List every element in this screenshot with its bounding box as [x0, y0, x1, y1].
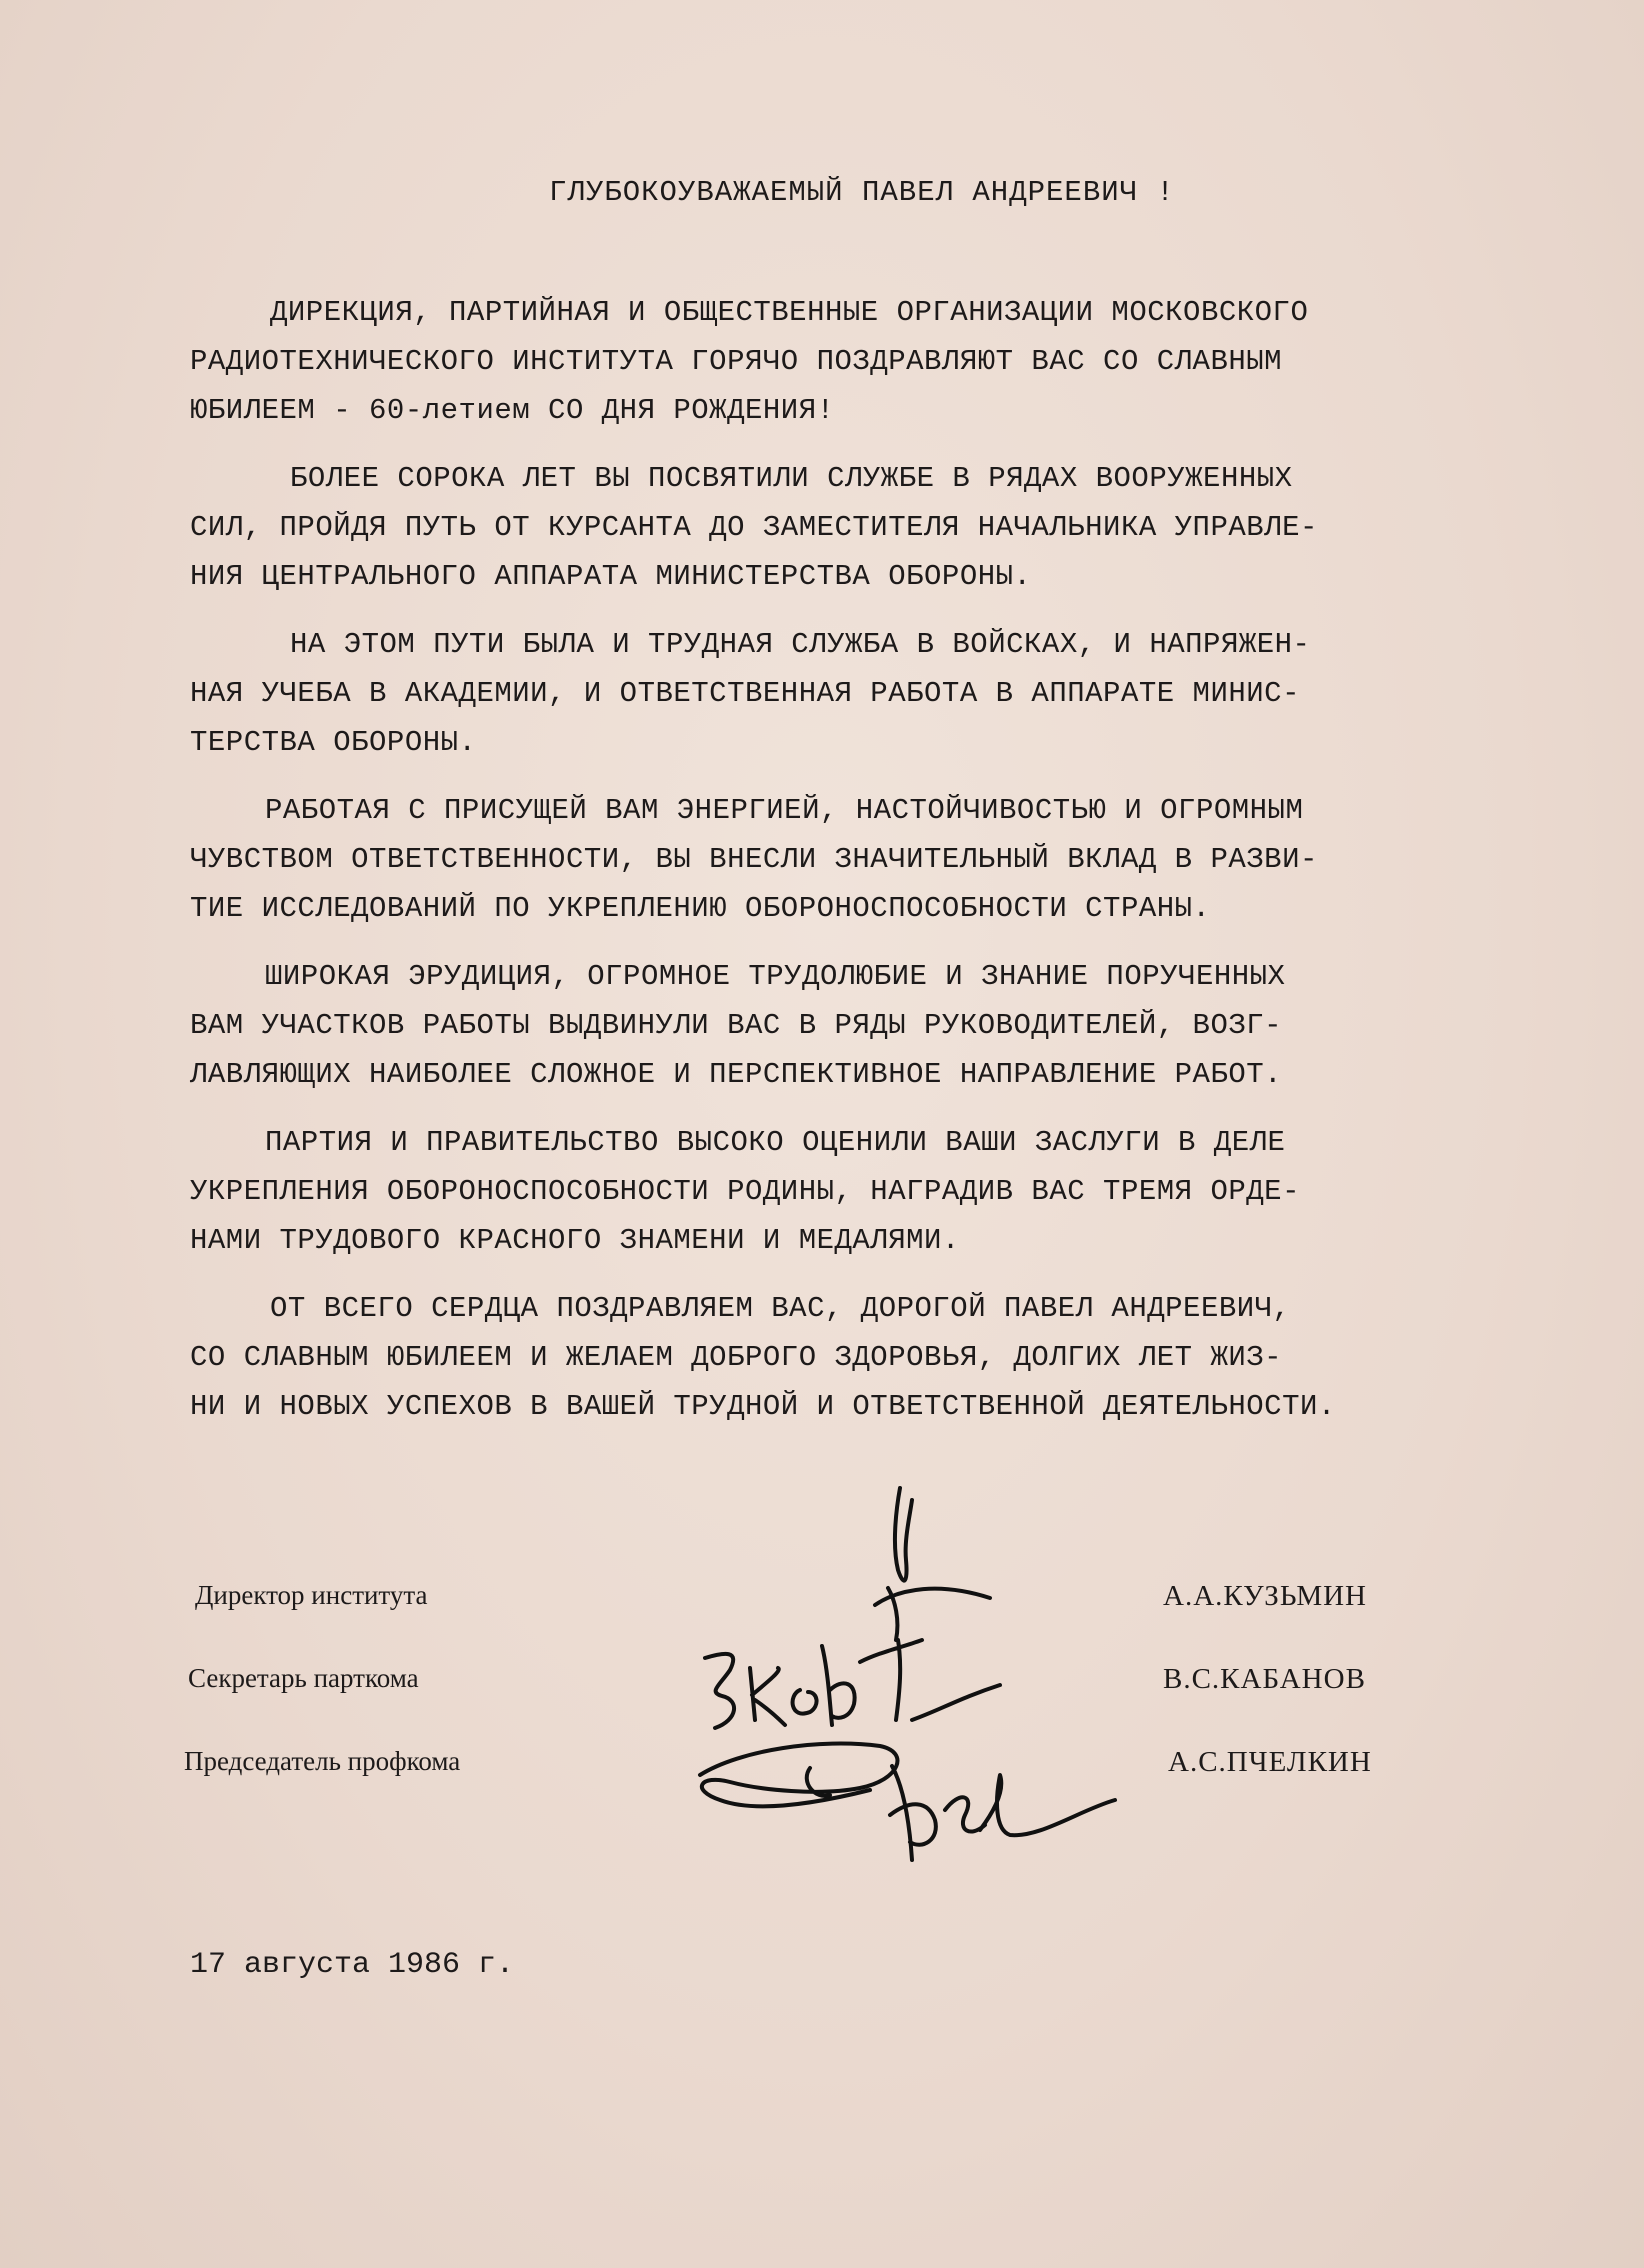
paragraph-2-line-3: НИЯ ЦЕНТРАЛЬНОГО АППАРАТА МИНИСТЕРСТВА ОБОРОНЫ. — [190, 560, 1032, 593]
paragraph-6-line-3: НАМИ ТРУДОВОГО КРАСНОГО ЗНАМЕНИ И МЕДАЛЯМИ. — [190, 1224, 960, 1257]
paragraph-2-line-2: СИЛ, ПРОЙДЯ ПУТЬ ОТ КУРСАНТА ДО ЗАМЕСТИТЕЛЯ НАЧАЛЬНИКА УПРАВЛЕ- — [190, 511, 1318, 544]
paragraph-3-line-3: ТЕРСТВА ОБОРОНЫ. — [190, 726, 477, 759]
paragraph-1-line-3: ЮБИЛЕЕМ - 60-летием СО ДНЯ РОЖДЕНИЯ! — [190, 394, 835, 427]
signatory-chairman-title: Председатель профкома — [184, 1746, 461, 1776]
salutation: ГЛУБОКОУВАЖАЕМЫЙ ПАВЕЛ АНДРЕЕВИЧ ! — [549, 176, 1175, 209]
signature-chairman — [700, 1744, 1115, 1860]
signatory-secretary-title: Секретарь парткома — [188, 1663, 419, 1693]
signatory-chairman-name: А.С.ПЧЕЛКИН — [1168, 1746, 1372, 1778]
paragraph-5-line-1: ШИРОКАЯ ЭРУДИЦИЯ, ОГРОМНОЕ ТРУДОЛЮБИЕ И ЗНАНИЕ ПОРУЧЕННЫХ — [265, 960, 1286, 993]
paragraph-3-line-1: НА ЭТОМ ПУТИ БЫЛА И ТРУДНАЯ СЛУЖБА В ВОЙСКАХ, И НАПРЯЖЕН- — [290, 628, 1311, 661]
paragraph-4-line-1: РАБОТАЯ С ПРИСУЩЕЙ ВАМ ЭНЕРГИЕЙ, НАСТОЙЧИВОСТЬЮ И ОГРОМНЫМ — [265, 794, 1304, 827]
paragraph-6-line-1: ПАРТИЯ И ПРАВИТЕЛЬСТВО ВЫСОКО ОЦЕНИЛИ ВАШИ ЗАСЛУГИ В ДЕЛЕ — [265, 1126, 1286, 1159]
signatory-director-name: А.А.КУЗЬМИН — [1163, 1580, 1367, 1612]
document-date: 17 августа 1986 г. — [190, 1948, 515, 1982]
paragraph-7-line-1: ОТ ВСЕГО СЕРДЦА ПОЗДРАВЛЯЕМ ВАС, ДОРОГОЙ ПАВЕЛ АНДРЕЕВИЧ, — [270, 1292, 1291, 1325]
paragraph-4-line-2: ЧУВСТВОМ ОТВЕТСТВЕННОСТИ, ВЫ ВНЕСЛИ ЗНАЧИТЕЛЬНЫЙ ВКЛАД В РАЗВИ- — [190, 843, 1318, 876]
signature-secretary — [705, 1640, 1000, 1728]
signature-director — [875, 1488, 990, 1640]
paragraph-2-line-1: БОЛЕЕ СОРОКА ЛЕТ ВЫ ПОСВЯТИЛИ СЛУЖБЕ В РЯДАХ ВООРУЖЕННЫХ — [290, 462, 1293, 495]
paragraph-5-line-2: ВАМ УЧАСТКОВ РАБОТЫ ВЫДВИНУЛИ ВАС В РЯДЫ РУКОВОДИТЕЛЕЙ, ВОЗГ- — [190, 1009, 1283, 1042]
signatory-secretary-name: В.С.КАБАНОВ — [1163, 1663, 1366, 1695]
paragraph-5-line-3: ЛАВЛЯЮЩИХ НАИБОЛЕЕ СЛОЖНОЕ И ПЕРСПЕКТИВНОЕ НАПРАВЛЕНИЕ РАБОТ. — [190, 1058, 1283, 1091]
handwritten-signatures — [660, 1470, 1130, 1910]
paragraph-7-line-3: НИ И НОВЫХ УСПЕХОВ В ВАШЕЙ ТРУДНОЙ И ОТВЕТСТВЕННОЙ ДЕЯТЕЛЬНОСТИ. — [190, 1390, 1336, 1423]
paragraph-1-line-2: РАДИОТЕХНИЧЕСКОГО ИНСТИТУТА ГОРЯЧО ПОЗДРАВЛЯЮТ ВАС СО СЛАВНЫМ — [190, 345, 1283, 378]
paragraph-6-line-2: УКРЕПЛЕНИЯ ОБОРОНОСПОСОБНОСТИ РОДИНЫ, НАГРАДИВ ВАС ТРЕМЯ ОРДЕ- — [190, 1175, 1300, 1208]
signatory-director-title: Директор института — [195, 1580, 428, 1610]
paragraph-4-line-3: ТИЕ ИССЛЕДОВАНИЙ ПО УКРЕПЛЕНИЮ ОБОРОНОСПОСОБНОСТИ СТРАНЫ. — [190, 892, 1211, 925]
paragraph-3-line-2: НАЯ УЧЕБА В АКАДЕМИИ, И ОТВЕТСТВЕННАЯ РАБОТА В АППАРАТЕ МИНИС- — [190, 677, 1300, 710]
paragraph-7-line-2: СО СЛАВНЫМ ЮБИЛЕЕМ И ЖЕЛАЕМ ДОБРОГО ЗДОРОВЬЯ, ДОЛГИХ ЛЕТ ЖИЗ- — [190, 1341, 1283, 1374]
paragraph-1-line-1: ДИРЕКЦИЯ, ПАРТИЙНАЯ И ОБЩЕСТВЕННЫЕ ОРГАНИЗАЦИИ МОСКОВСКОГО — [270, 296, 1309, 329]
